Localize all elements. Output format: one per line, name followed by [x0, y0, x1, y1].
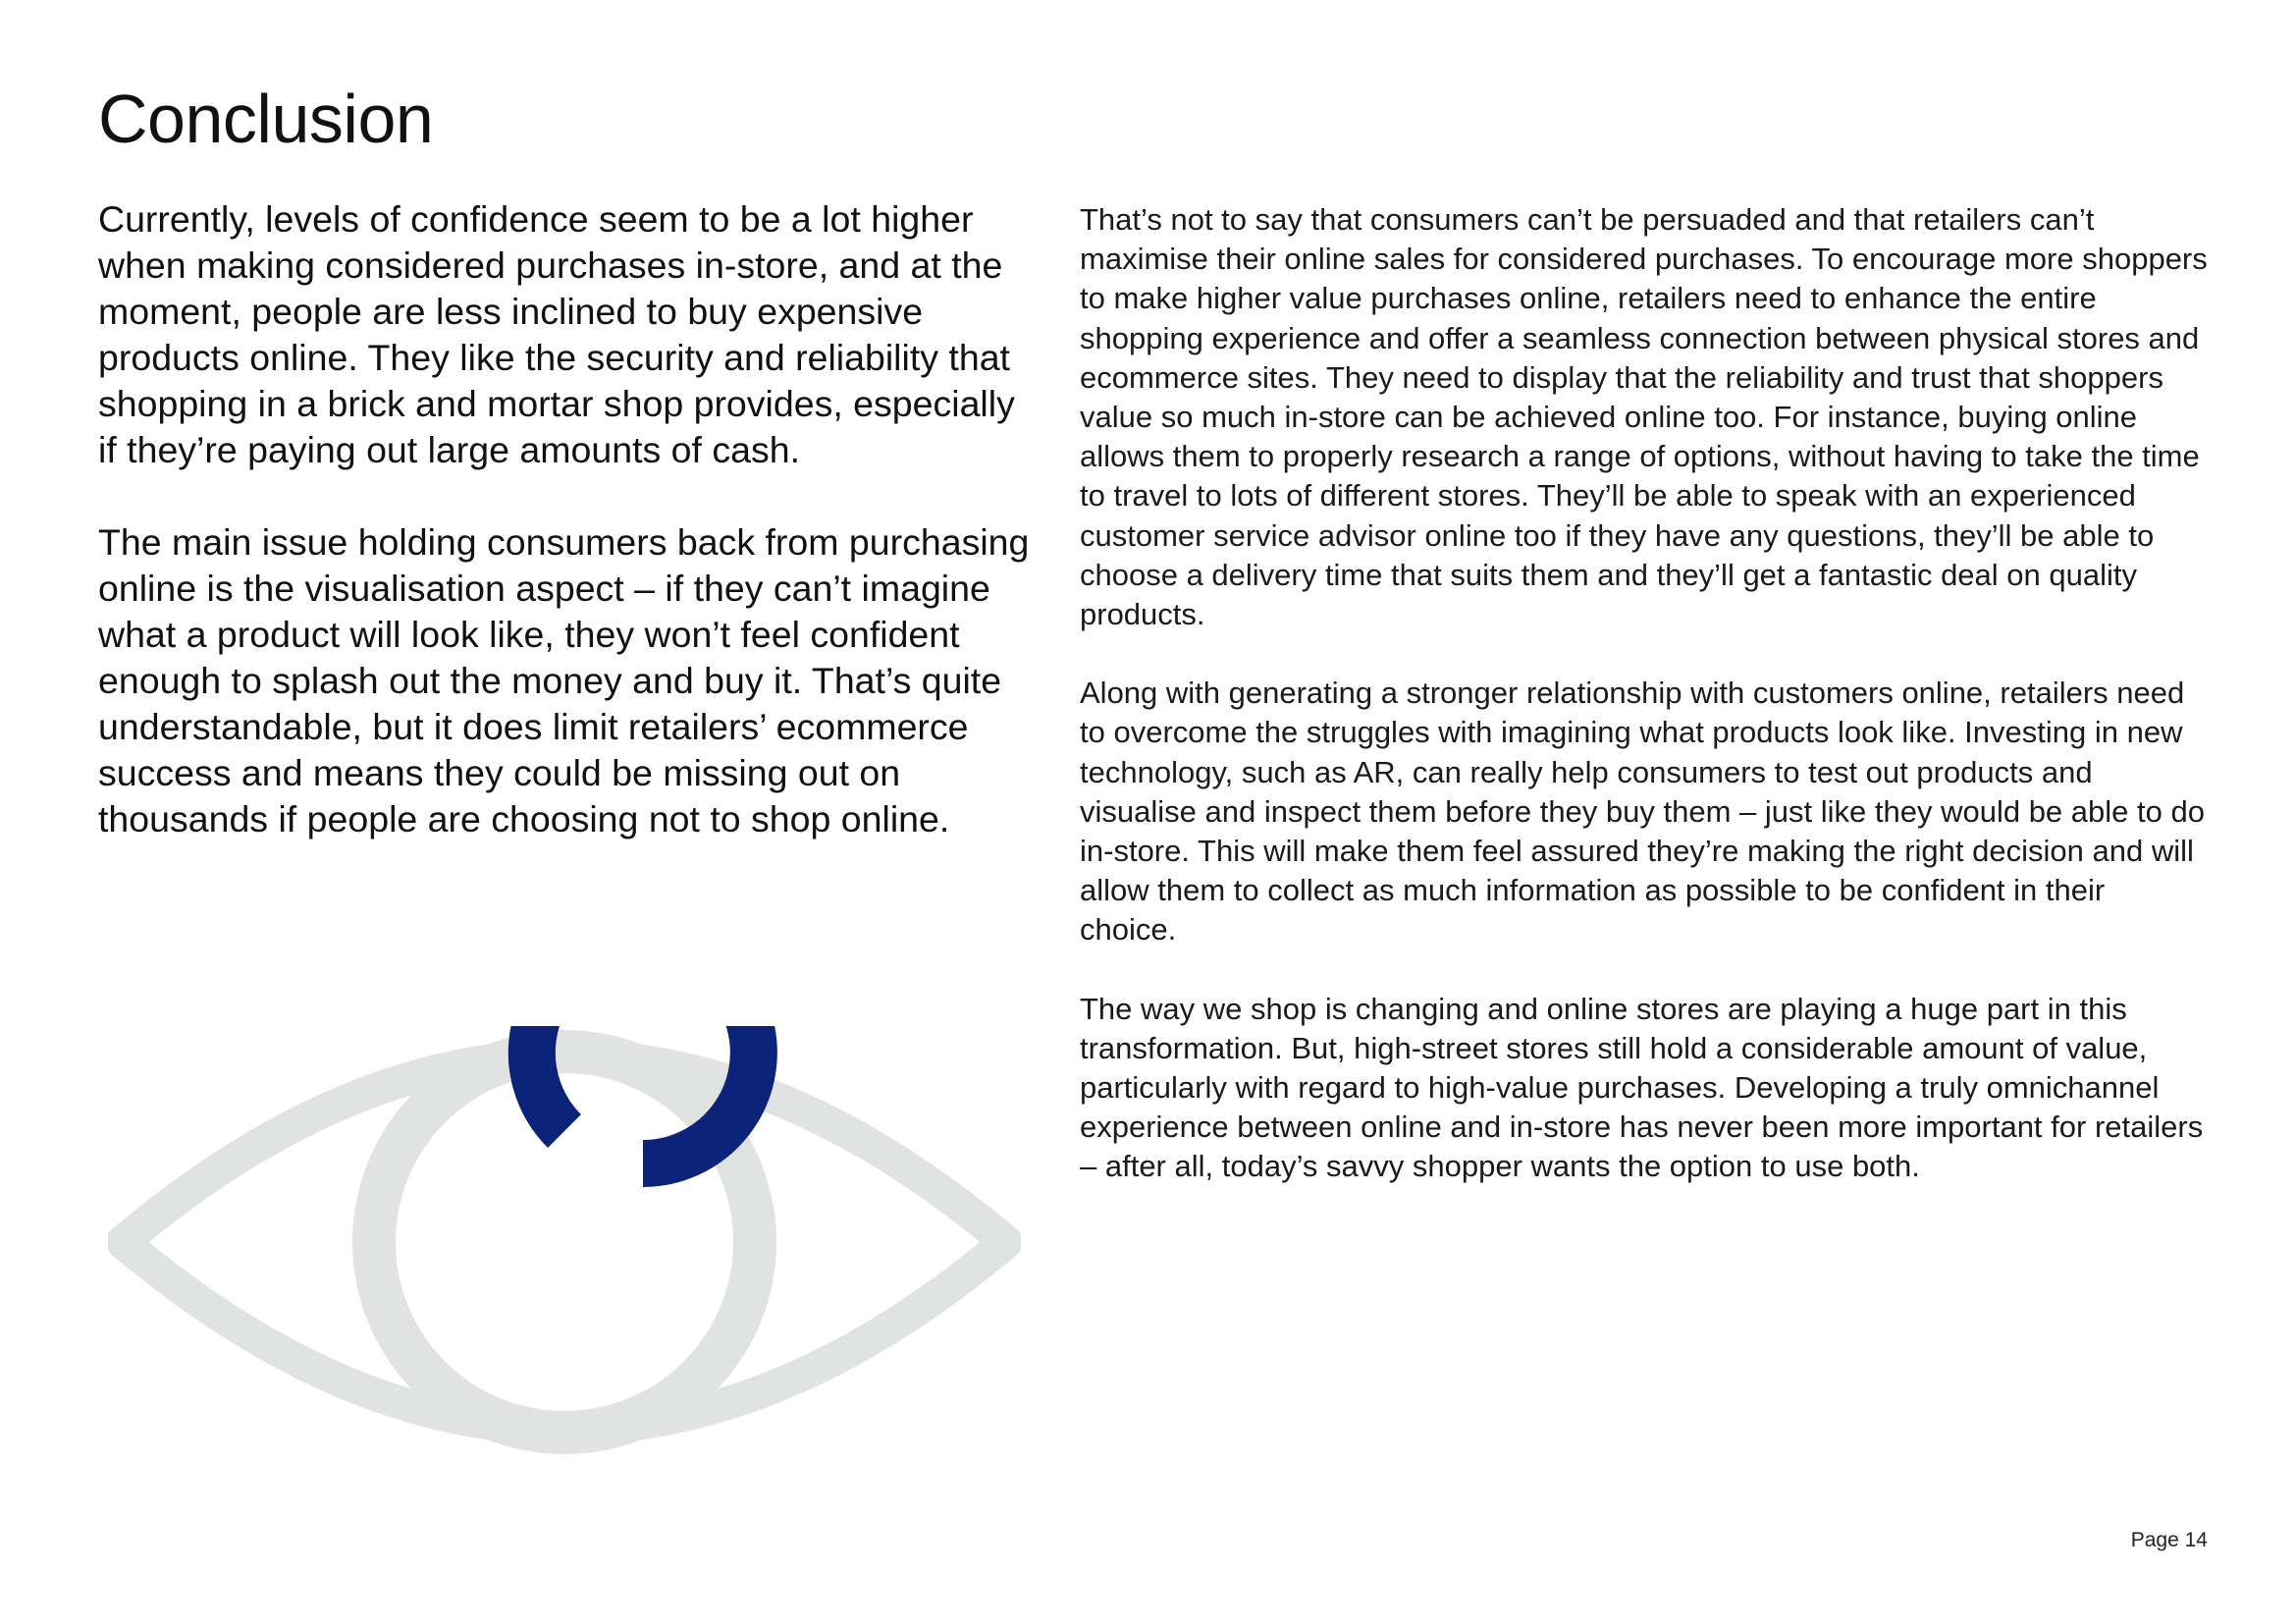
page-title: Conclusion [98, 81, 434, 157]
body-column [1080, 200, 2209, 1226]
body-paragraph-2: Along with generating a stronger relationship with customers online, retailers need to overcome the struggles with imagining what products look like. Investing in new technology, such as AR, can really help consumers to test out products and visualise and inspect them before they buy them – just like they would be able to do in-store. This will make them feel assured they’re making the right decision and will allow them to collect as much information as possible to be confident in their choice. [1080, 676, 2205, 947]
page-number: Page 14 [2130, 1529, 2208, 1551]
eye-icon [108, 1026, 1021, 1458]
intro-paragraph-2: The main issue holding consumers back from purchasing online is the visualisation aspect – if they can’t imagine what a product will look like, they won’t feel confident enough to splash out the money and buy it. That’s quite understandable, but it does limit retailers’ ecommerce success and means they could be missing out on thousands if people are choosing not to shop online. [98, 521, 1030, 839]
intro-column [98, 196, 1041, 889]
intro-paragraph-1: Currently, levels of confidence seem to be a lot higher when making considered purchases in-store, and at the moment, people are less inclined to buy expensive products online. They like the security and reliability that shopping in a brick and mortar shop provides, especially if they’re paying out large amounts of cash. [98, 198, 1015, 470]
body-paragraph-1: That’s not to say that consumers can’t be persuaded and that retailers can’t maximise their online sales for considered purchases. To encourage more shoppers to make higher value purchases online, retailers need to enhance the entire shopping experience and offer a seamless connection between physical stores and ecommerce sites. They need to display that the reliability and trust that shoppers value so much in-store can be achieved online too. For instance, buying online allows them to properly research a range of options, without having to take the time to travel to lots of different stores. They’ll be able to speak with an experienced customer service advisor online too if they have any questions, they’ll be able to choose a delivery time that suits them and they’ll get a fantastic deal on quality products. [1080, 202, 2208, 632]
body-paragraph-3: The way we shop is changing and online stores are playing a huge part in this transformation. But, high-street stores still hold a considerable amount of value, particularly with regard to high-value purchases. Developing a truly omnichannel experience between online and in-store has never been more important for retailers – after all, today’s savvy shopper wants the option to use both. [1080, 991, 2204, 1184]
